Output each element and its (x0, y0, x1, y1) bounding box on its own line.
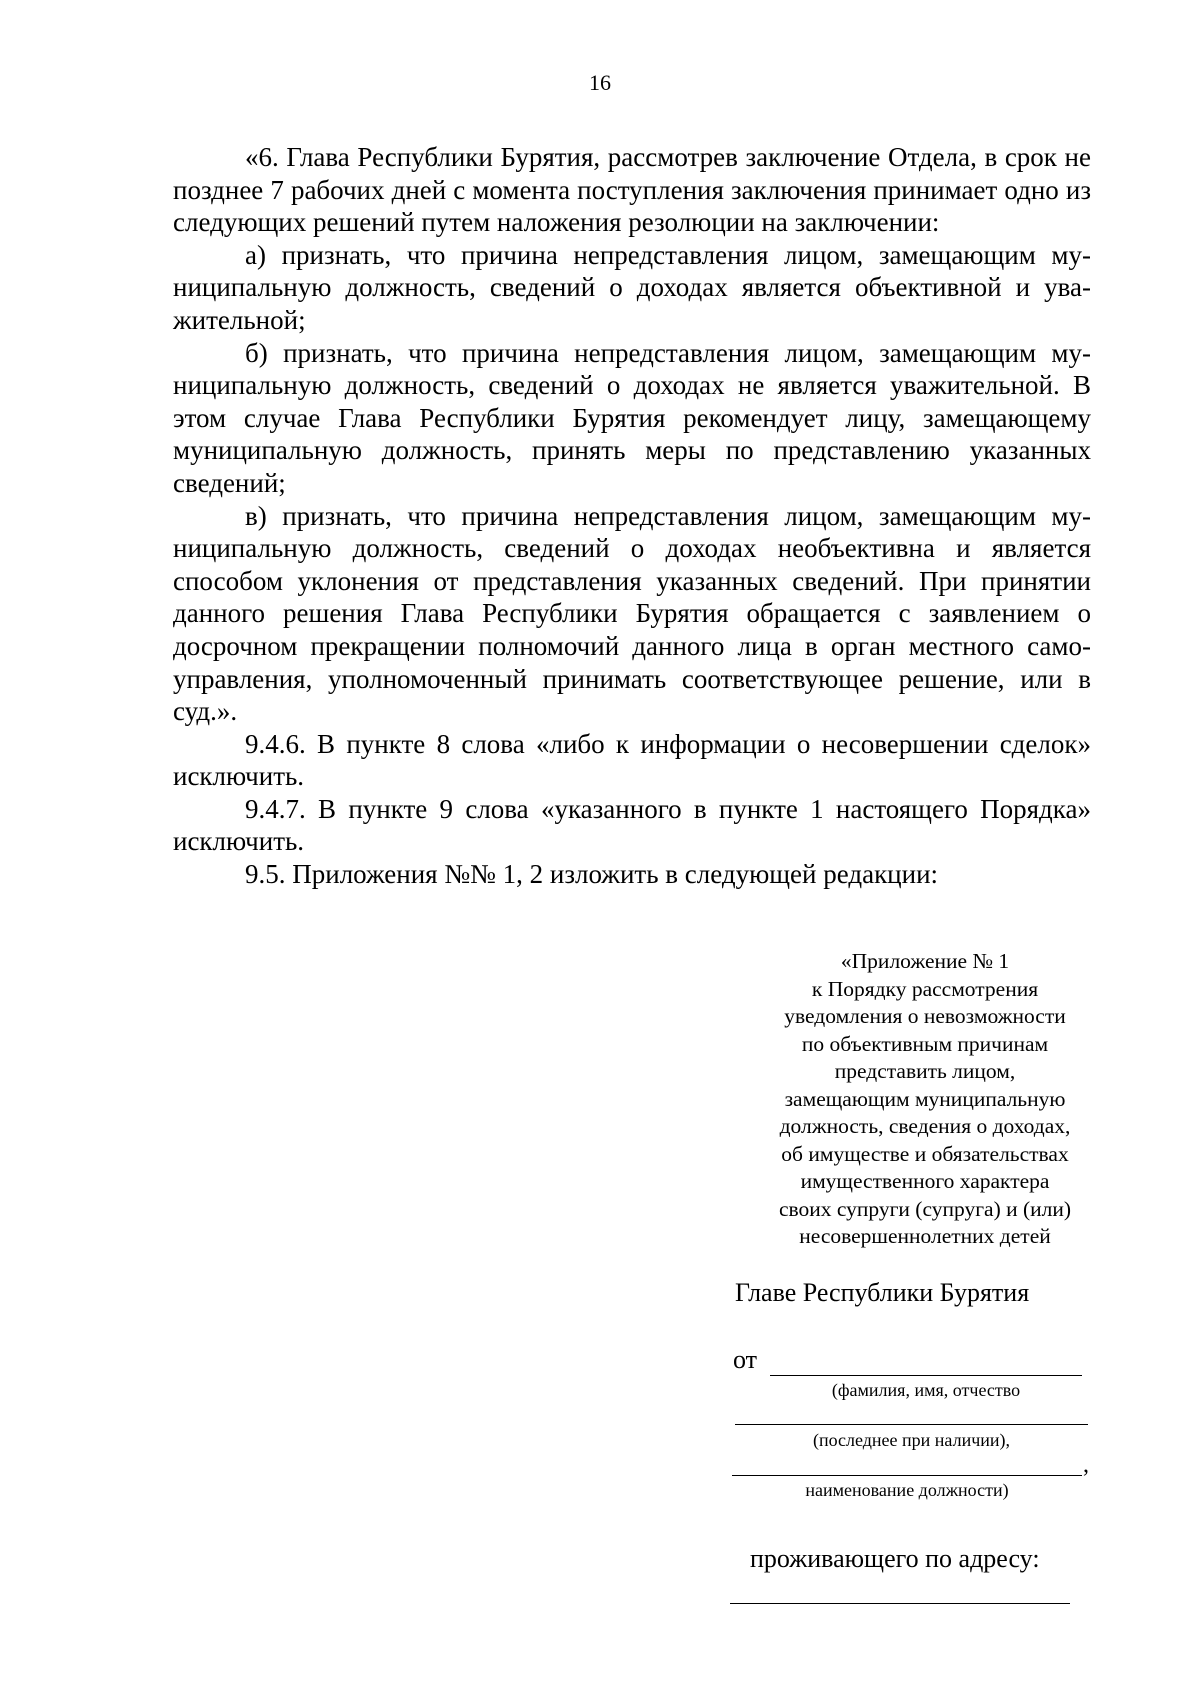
paragraph-option-v: в) признать, что причина непредставления лицом, замещающим муниципальную должность, сведений о доходах необъективна и является способом уклонения от представления указанных сведений. При принятии данного решения Глава Республики Бурятия обращается с заявлением о досрочном прекращении полномочий данного лица в орган местного самоуправления, уполномоченный принимать соответствующее решение, или в суд.». (173, 500, 1091, 727)
hint-position: наименование должности) (805, 1480, 1009, 1500)
patronymic-blank-line (735, 1424, 1088, 1425)
paragraph-decision-intro: «6. Глава Республики Бурятия, рассмотрев заключение Отдела, в срок не позднее 7 рабочих дней с момента поступления заключения принимает одно из следующих решений путем наложения резолюции на заключении: (173, 142, 1091, 238)
appendix-caption-line: замещающим муниципальную (784, 1086, 1066, 1111)
appendix-caption-line: «Приложение № 1 (840, 949, 1010, 973)
appendix-caption-line: по объективным причинам (801, 1031, 1049, 1056)
paragraph-9-5: 9.5. Приложения №№ 1, 2 изложить в следующей редакции: (245, 859, 939, 890)
residence-label: проживающего по адресу: (750, 1544, 1040, 1573)
paragraph-option-b: б) признать, что причина непредставления лицом, замещающим муниципальную должность, сведений о доходах не является уважительной. В этом случае Глава Республики Бурятия рекомендует лицу, замещающему муниципальную должность, принять меры по представлению указанных сведений; (173, 337, 1091, 498)
position-blank-line (732, 1475, 1082, 1476)
paragraph-option-a: а) признать, что причина непредставления лицом, замещающим муниципальную должность, сведений о доходах является объективной и уважительной; (173, 239, 1091, 335)
address-blank-line (730, 1603, 1070, 1604)
page-number: 16 (589, 70, 611, 95)
appendix-caption-line: об имуществе и обязательствах (781, 1141, 1069, 1166)
position-comma: , (1083, 1452, 1089, 1478)
hint-patronymic: (последнее при наличии), (812, 1430, 1011, 1450)
appendix-caption (745, 948, 1105, 1251)
appendix-caption-line: должность, сведения о доходах, (779, 1114, 1071, 1138)
body-text (173, 141, 1091, 891)
appendix-caption-line: несовершеннолетних детей (799, 1224, 1051, 1248)
hint-full-name: (фамилия, имя, отчество (831, 1380, 1021, 1400)
from-label: от (733, 1345, 758, 1374)
appendix-caption-line: к Порядку рассмотрения (811, 976, 1039, 1001)
appendix-caption-line: уведомления о невозможности (784, 1004, 1066, 1028)
paragraph-9-4-7: 9.4.7. В пункте 9 слова «указанного в пункте 1 настоящего Порядка» исключить. (173, 793, 1091, 857)
appendix-caption-line: своих супруги (супруга) и (или) (778, 1196, 1072, 1221)
appendix-caption-line: представить лицом, (834, 1059, 1016, 1083)
appendix-caption-line: имущественного характера (800, 1169, 1050, 1193)
name-blank-line (770, 1375, 1082, 1376)
paragraph-9-4-6: 9.4.6. В пункте 8 слова «либо к информации о несовершении сделок» исключить. (173, 728, 1091, 792)
addressee: Главе Республики Бурятия (735, 1278, 1030, 1307)
